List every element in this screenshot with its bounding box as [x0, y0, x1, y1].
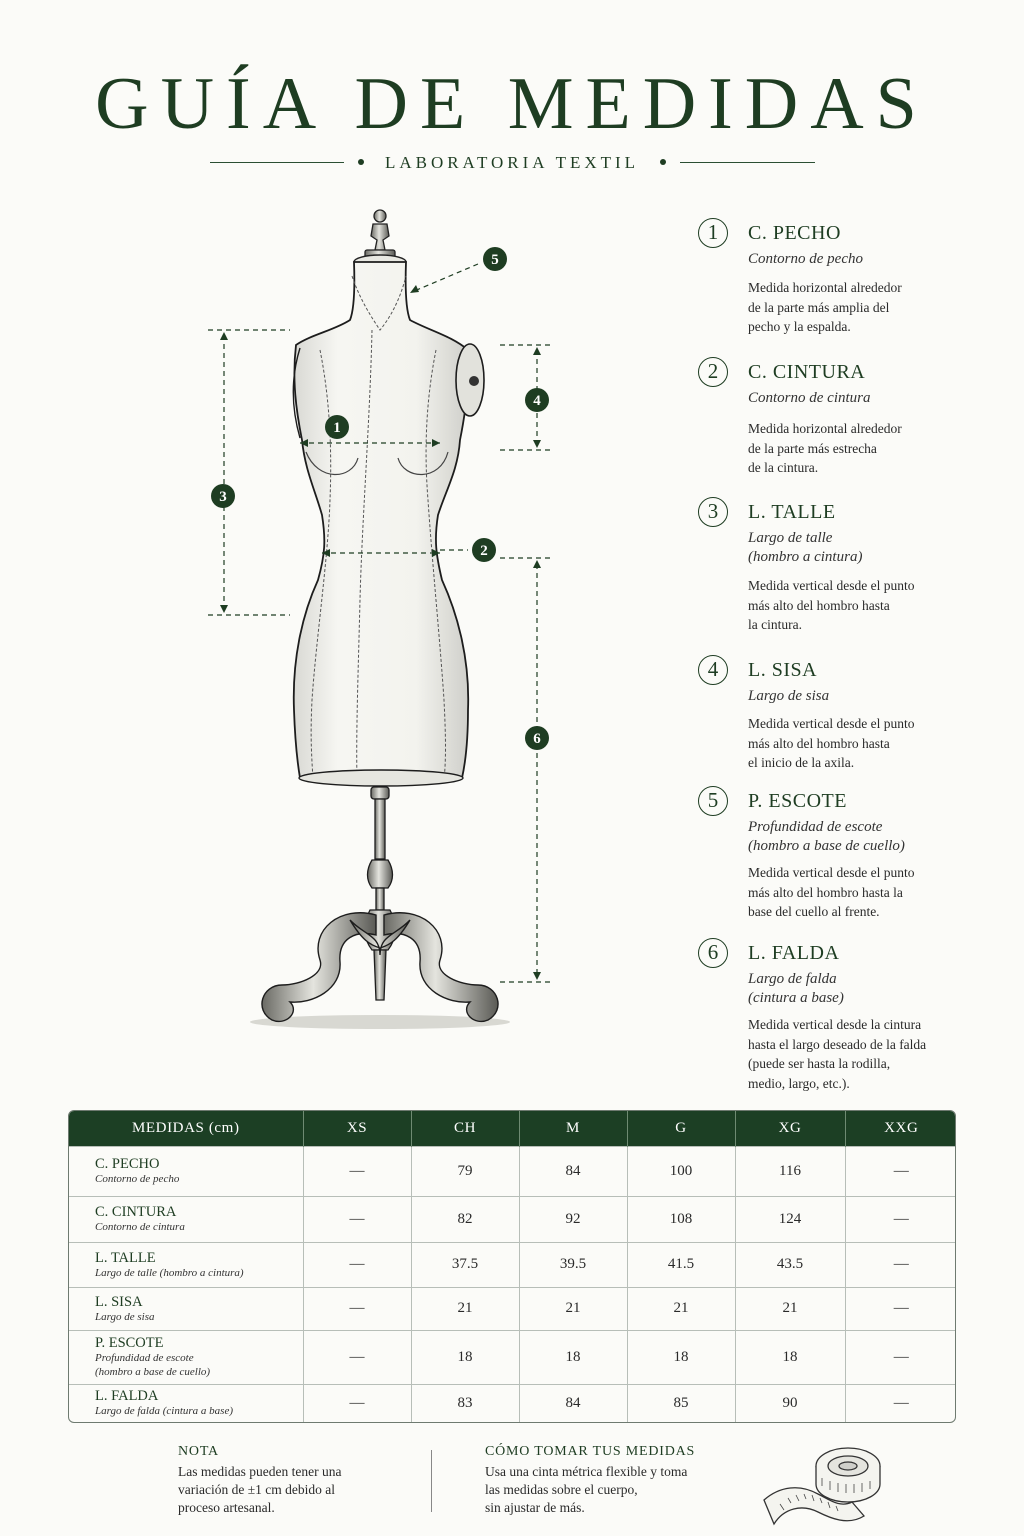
- torso: [294, 262, 469, 784]
- table-row: [69, 1196, 956, 1242]
- cell-value: 84: [519, 1384, 627, 1422]
- col-header-g: G: [627, 1111, 735, 1146]
- cell-value: 39.5: [519, 1242, 627, 1287]
- note-title: NOTA: [178, 1444, 219, 1459]
- marker-4: [525, 388, 549, 412]
- cell-value: —: [303, 1146, 411, 1196]
- row-subtitle: Largo de talle (hombro a cintura): [95, 1266, 244, 1279]
- row-label: [69, 1196, 303, 1242]
- cell-value: 116: [735, 1146, 845, 1196]
- measure-name: L. FALDA: [748, 942, 840, 964]
- cell-value: 18: [627, 1330, 735, 1384]
- cell-value: —: [845, 1384, 956, 1422]
- cell-value: 124: [735, 1196, 845, 1242]
- measure-description: Medida vertical desde el punto más alto del hombro hasta el inicio de la axila.: [748, 716, 915, 770]
- measure-number: 4: [698, 655, 728, 685]
- cell-value: 18: [519, 1330, 627, 1384]
- row-subtitle: Largo de sisa: [95, 1310, 155, 1323]
- table-row: [69, 1146, 956, 1196]
- measure-description: Medida horizontal alrededor de la parte más amplia del pecho y la espalda.: [748, 280, 902, 334]
- row-name: P. ESCOTE: [95, 1335, 164, 1351]
- measure-number: 1: [698, 218, 728, 248]
- cell-value: —: [845, 1242, 956, 1287]
- measure-description: Medida vertical desde el punto más alto del hombro hasta la base del cuello al frente.: [748, 865, 915, 919]
- brand-subtitle: LABORATORIA TEXTIL: [384, 153, 640, 172]
- subtitle-row: [0, 150, 1024, 176]
- measure-name: L. SISA: [748, 659, 818, 681]
- cell-value: 83: [411, 1384, 519, 1422]
- measure-subtitle: Largo de talle (hombro a cintura): [748, 530, 863, 565]
- row-name: L. FALDA: [95, 1388, 159, 1405]
- measure-description: Medida vertical desde la cintura hasta el largo deseado de la falda (puede ser hasta la rodilla, medio, largo, etc.).: [748, 1017, 927, 1091]
- marker-2: [472, 538, 496, 562]
- cell-value: 100: [627, 1146, 735, 1196]
- ornament-dot-right: [660, 159, 666, 165]
- table-header-row: [69, 1111, 956, 1146]
- cell-value: —: [303, 1287, 411, 1330]
- cell-value: 84: [519, 1146, 627, 1196]
- cell-value: —: [845, 1287, 956, 1330]
- cell-value: 21: [519, 1287, 627, 1330]
- col-header-ch: CH: [411, 1111, 519, 1146]
- measure-number: 2: [698, 357, 728, 387]
- row-subtitle: Contorno de cintura: [95, 1221, 185, 1233]
- cell-value: 18: [411, 1330, 519, 1384]
- marker-6: [525, 726, 549, 750]
- marker-3: [211, 484, 235, 508]
- finial: [365, 210, 395, 258]
- cell-value: 18: [735, 1330, 845, 1384]
- row-subtitle: Profundidad de escote (hombro a base de cuello): [95, 1352, 211, 1378]
- row-name: L. SISA: [95, 1293, 143, 1310]
- footer-divider: [431, 1450, 432, 1512]
- table-row: [69, 1384, 956, 1422]
- note-body: Las medidas pueden tener una variación de ±1 cm debido al proceso artesanal.: [178, 1464, 342, 1515]
- measure-number: 6: [698, 938, 728, 968]
- howto-body: Usa una cinta métrica flexible y toma las medidas sobre el cuerpo, sin ajustar de más.: [485, 1464, 688, 1515]
- cell-value: —: [845, 1196, 956, 1242]
- row-name: C. PECHO: [95, 1156, 160, 1172]
- row-name: L. TALLE: [95, 1249, 156, 1266]
- dress-form-illustration: [190, 200, 570, 1040]
- col-header-medidas: MEDIDAS (cm): [69, 1111, 303, 1146]
- row-label: [69, 1287, 303, 1330]
- measure-subtitle: Largo de falda (cintura a base): [748, 971, 844, 1006]
- col-header-xxg: XXG: [845, 1111, 956, 1146]
- table-row: [69, 1287, 956, 1330]
- cell-value: —: [303, 1330, 411, 1384]
- measure-number: 5: [698, 786, 728, 816]
- col-header-xs: XS: [303, 1111, 411, 1146]
- measure-subtitle: Profundidad de escote (hombro a base de cuello): [748, 819, 905, 854]
- cell-value: 21: [735, 1287, 845, 1330]
- cell-value: 90: [735, 1384, 845, 1422]
- table-row: [69, 1242, 956, 1287]
- page-title: GUÍA DE MEDIDAS: [95, 63, 929, 145]
- svg-text:5: 5: [491, 252, 499, 268]
- footer: [0, 1438, 1024, 1536]
- divider-right: [680, 162, 815, 163]
- cell-value: —: [303, 1196, 411, 1242]
- cell-value: 21: [627, 1287, 735, 1330]
- arm-cap-knob: [469, 376, 479, 386]
- measure-number: 3: [698, 497, 728, 527]
- marker-5: [483, 247, 507, 271]
- measure-name: L. TALLE: [748, 501, 836, 523]
- cell-value: —: [845, 1330, 956, 1384]
- svg-text:4: 4: [533, 393, 541, 409]
- cell-value: 79: [411, 1146, 519, 1196]
- row-label: [69, 1330, 303, 1384]
- row-name: C. CINTURA: [95, 1204, 177, 1220]
- measure-description: Medida horizontal alrededor de la parte más estrecha de la cintura.: [748, 421, 902, 475]
- measure-name: C. CINTURA: [748, 361, 866, 383]
- svg-text:1: 1: [333, 420, 341, 436]
- measure-description: Medida vertical desde el punto más alto del hombro hasta la cintura.: [748, 578, 915, 632]
- col-header-xg: XG: [735, 1111, 845, 1146]
- cell-value: 82: [411, 1196, 519, 1242]
- howto-title: CÓMO TOMAR TUS MEDIDAS: [485, 1444, 696, 1459]
- torso-rim: [299, 770, 463, 786]
- measure-name: C. PECHO: [748, 222, 841, 244]
- row-subtitle: Largo de falda (cintura a base): [95, 1405, 233, 1418]
- measure-subtitle: Largo de sisa: [748, 688, 830, 704]
- svg-text:3: 3: [219, 489, 227, 505]
- svg-text:2: 2: [480, 543, 488, 559]
- cell-value: 92: [519, 1196, 627, 1242]
- cell-value: 41.5: [627, 1242, 735, 1287]
- table-row: [69, 1330, 956, 1384]
- row-label: [69, 1146, 303, 1196]
- cell-value: 43.5: [735, 1242, 845, 1287]
- marker-1: [325, 415, 349, 439]
- cell-value: 108: [627, 1196, 735, 1242]
- cell-value: —: [303, 1384, 411, 1422]
- cell-value: 85: [627, 1384, 735, 1422]
- measure-subtitle: Contorno de pecho: [748, 251, 863, 267]
- measuring-tape-icon: [760, 1438, 890, 1534]
- row-subtitle: Contorno de pecho: [95, 1173, 180, 1185]
- size-table: [68, 1110, 956, 1423]
- row-label: [69, 1242, 303, 1287]
- stand-pole: [365, 787, 395, 1000]
- cell-value: 21: [411, 1287, 519, 1330]
- measure-name: P. ESCOTE: [748, 790, 847, 812]
- cell-value: 37.5: [411, 1242, 519, 1287]
- svg-text:6: 6: [533, 731, 541, 747]
- cell-value: —: [303, 1242, 411, 1287]
- cell-value: —: [845, 1146, 956, 1196]
- row-label: [69, 1384, 303, 1422]
- col-header-m: M: [519, 1111, 627, 1146]
- measure-subtitle: Contorno de cintura: [748, 390, 871, 406]
